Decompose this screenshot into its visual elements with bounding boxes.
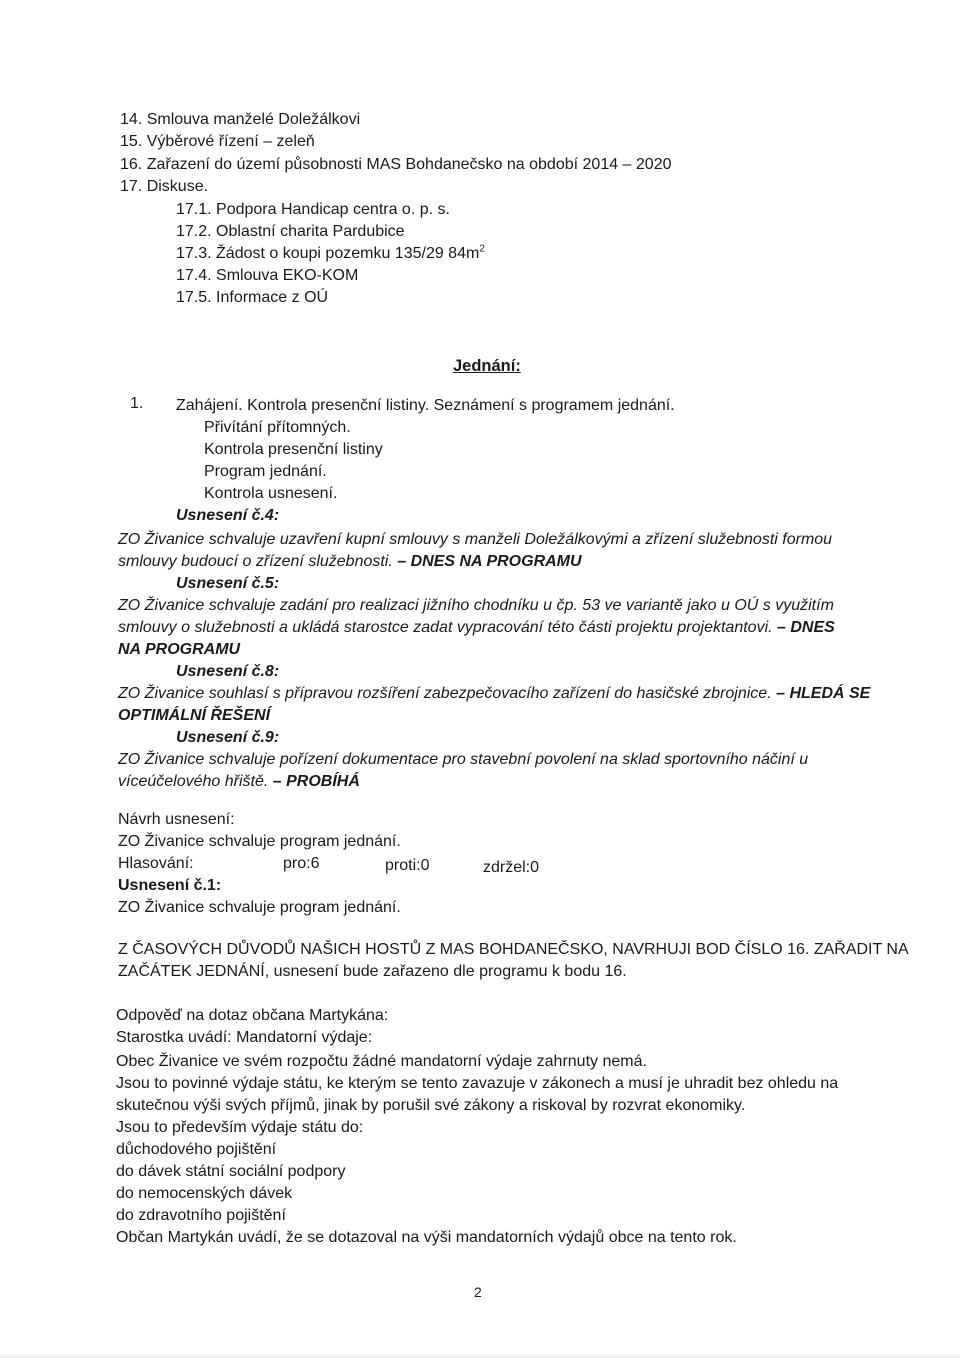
answer-line: Jsou to povinné výdaje státu, ke kterým se tento zavazuje v zákonech a musí je uhradit bez ohledu na — [116, 1075, 839, 1092]
resolution-label-5: Usnesení č.5: — [176, 575, 280, 592]
answer-line: Odpověď na dotaz občana Martykána: — [116, 1007, 389, 1024]
vote-label: Hlasování: — [118, 855, 194, 872]
answer-line: skutečnou výši svých příjmů, jinak by porušil své zákony a riskoval by rozvrat ekonomiky. — [116, 1097, 746, 1114]
agenda-subitem-17-3 — [176, 244, 485, 264]
answer-line: do nemocenských dávek — [116, 1185, 293, 1202]
point-number: 1. — [130, 395, 144, 412]
notice-line: Z ČASOVÝCH DŮVODŮ NAŠICH HOSTŮ Z MAS BOHDANEČSKO, NAVRHUJI BOD ČÍSLO 16. ZAŘADIT NA — [118, 941, 909, 958]
resolution-text: víceúčelového hřiště. — [118, 773, 273, 790]
resolution-text-9-cont — [118, 772, 360, 792]
resolution-label-1: Usnesení č.1: — [118, 877, 222, 894]
resolution-status: – DNES NA PROGRAMU — [397, 553, 582, 570]
scan-edge — [0, 1354, 960, 1358]
answer-line: důchodového pojištění — [116, 1141, 277, 1158]
agenda-item-17: 17. Diskuse. — [120, 178, 209, 195]
resolution-text-4: ZO Živanice schvaluje uzavření kupní smlouvy s manželi Doležálkovými a zřízení služebnosti formou — [118, 531, 833, 548]
point-title: Zahájení. Kontrola presenční listiny. Seznámení s programem jednání. — [176, 397, 675, 414]
answer-line: Starostka uvádí: Mandatorní výdaje: — [116, 1029, 373, 1046]
point-line: Kontrola usnesení. — [204, 485, 338, 502]
agenda-item-14: 14. Smlouva manželé Doležálkovi — [120, 111, 361, 128]
resolution-text-1: ZO Živanice schvaluje program jednání. — [118, 899, 401, 916]
point-line: Kontrola presenční listiny — [204, 441, 383, 458]
resolution-text: ZO Živanice souhlasí s přípravou rozšíření zabezpečovacího zařízení do hasičské zbrojnice. — [118, 685, 777, 702]
notice-line: ZAČÁTEK JEDNÁNÍ, usnesení bude zařazeno dle programu k bodu 16. — [118, 963, 627, 980]
agenda-item-16: 16. Zařazení do území působnosti MAS Bohdanečsko na období 2014 – 2020 — [120, 156, 672, 173]
point-line: Program jednání. — [204, 463, 327, 480]
answer-line: Obec Živanice ve svém rozpočtu žádné mandatorní výdaje zahrnuty nemá. — [116, 1053, 647, 1070]
resolution-text: smlouvy budoucí o zřízení služebnosti. — [118, 553, 398, 570]
resolution-label-8: Usnesení č.8: — [176, 663, 280, 680]
resolution-label-9: Usnesení č.9: — [176, 729, 280, 746]
resolution-status: – HLEDÁ SE — [776, 685, 871, 702]
proposal-label: Návrh usnesení: — [118, 811, 235, 828]
agenda-subitem-17-5: 17.5. Informace z OÚ — [176, 289, 329, 306]
vote-pro: pro:6 — [283, 855, 320, 872]
resolution-status: – PROBÍHÁ — [272, 773, 360, 790]
resolution-status-8: OPTIMÁLNÍ ŘEŠENÍ — [118, 707, 271, 724]
vote-zdrzel: zdržel:0 — [483, 859, 540, 876]
answer-line: Jsou to především výdaje státu do: — [116, 1119, 364, 1136]
agenda-subitem-17-3-text: 17.3. Žádost o koupi pozemku 135/29 84m — [176, 245, 480, 262]
answer-line: Občan Martykán uvádí, že se dotazoval na výši mandatorních výdajů obce na tento rok. — [116, 1229, 737, 1246]
resolution-status-5: NA PROGRAMU — [118, 641, 241, 658]
vote-proti: proti:0 — [385, 857, 430, 874]
section-heading: Jednání: — [453, 357, 521, 375]
agenda-item-15: 15. Výběrové řízení – zeleň — [120, 133, 315, 150]
agenda-subitem-17-3-sup: 2 — [479, 243, 485, 255]
resolution-text-5: ZO Živanice schvaluje zadání pro realizaci jižního chodníku u čp. 53 ve variantě jako u OÚ s využitím — [118, 597, 834, 614]
resolution-text-4-cont — [118, 552, 582, 572]
agenda-subitem-17-2: 17.2. Oblastní charita Pardubice — [176, 223, 405, 240]
agenda-subitem-17-1: 17.1. Podpora Handicap centra o. p. s. — [176, 201, 450, 218]
answer-line: do zdravotního pojištění — [116, 1207, 286, 1224]
proposal-text: ZO Živanice schvaluje program jednání. — [118, 833, 401, 850]
resolution-label-4: Usnesení č.4: — [176, 507, 280, 524]
agenda-subitem-17-4: 17.4. Smlouva EKO-KOM — [176, 267, 359, 284]
answer-line: do dávek státní sociální podpory — [116, 1163, 346, 1180]
page-number: 2 — [474, 1284, 482, 1300]
point-line: Přivítání přítomných. — [204, 419, 351, 436]
resolution-text: smlouvy o služebnosti a ukládá starostce zadat vypracování této části projektu projektantovi. — [118, 619, 778, 636]
resolution-text-5-cont — [118, 618, 835, 638]
resolution-text-9: ZO Živanice schvaluje pořízení dokumentace pro stavební povolení na sklad sportovního náčiní u — [118, 751, 809, 768]
resolution-status: – DNES — [777, 619, 835, 636]
resolution-text-8 — [118, 684, 870, 704]
